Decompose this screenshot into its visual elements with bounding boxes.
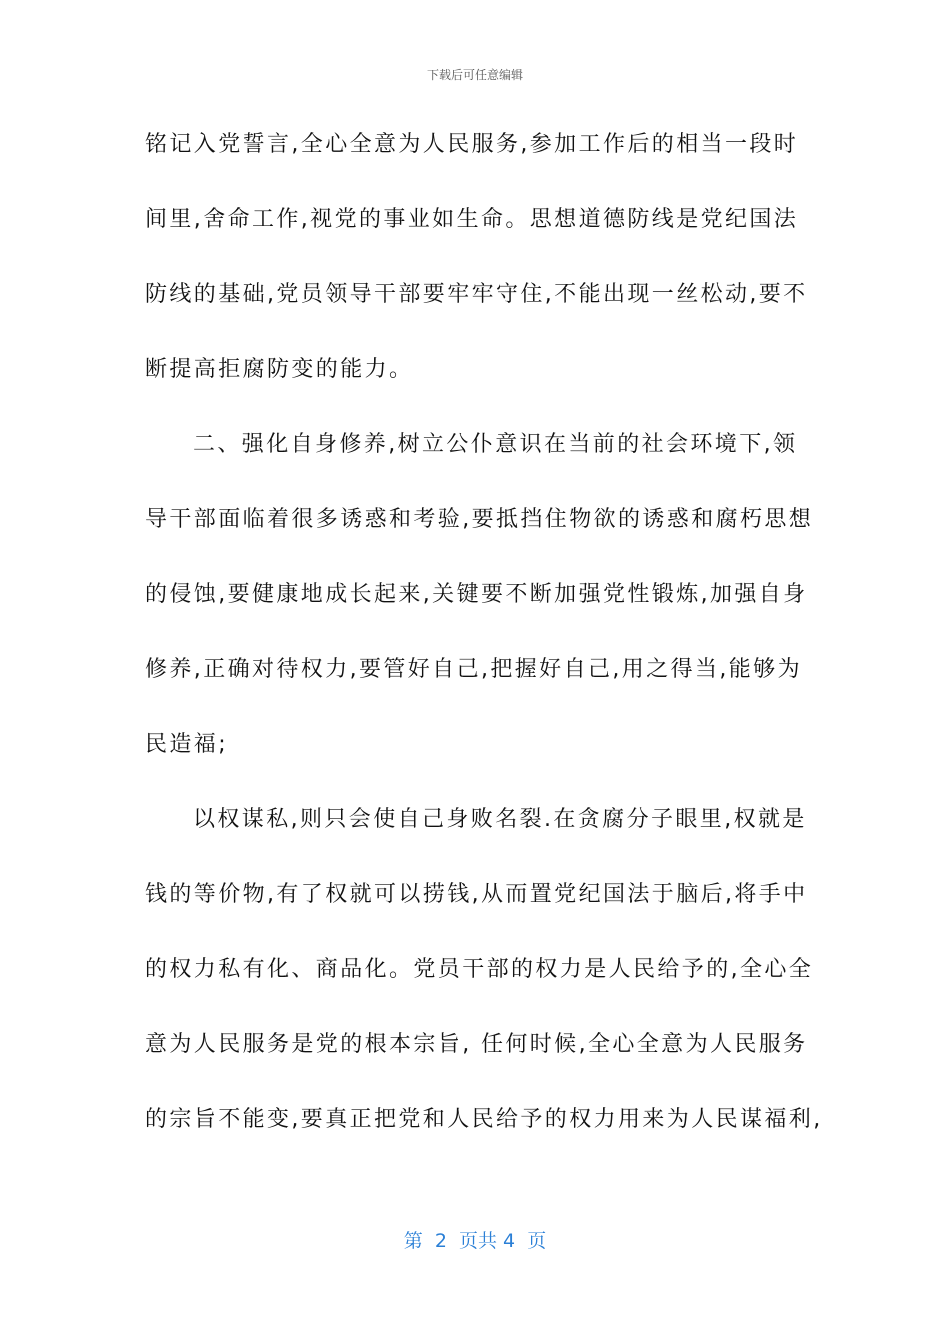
body-line: 民造福; [145, 732, 229, 757]
body-line: 的宗旨不能变,要真正把党和人民给予的权力用来为人民谋福利, [145, 1107, 823, 1132]
body-line: 修养,正确对待权力,要管好自己,把握好自己,用之得当,能够为 [145, 657, 802, 682]
body-line: 的权力私有化、商品化。党员干部的权力是人民给予的,全心全 [145, 957, 814, 982]
page-header: 下载后可任意编辑 [426, 68, 523, 82]
body-line: 防线的基础,党员领导干部要牢牢守住,不能出现一丝松动,要不 [145, 282, 808, 307]
body-line: 导干部面临着很多诱惑和考验,要抵挡住物欲的诱惑和腐朽思想 [145, 507, 814, 532]
page-number-footer: 第 2 页共 4 页 [403, 1230, 547, 1252]
body-line: 的侵蚀,要健康地成长起来,关键要不断加强党性锻炼,加强自身 [145, 582, 808, 607]
body-line: 铭记入党誓言,全心全意为人民服务,参加工作后的相当一段时 [145, 132, 799, 157]
paragraph-heading-line: 二、强化自身修养,树立公仆意识在当前的社会环境下,领 [193, 432, 798, 457]
paragraph-start-line: 以权谋私,则只会使自己身败名裂.在贪腐分子眼里,权就是 [193, 807, 807, 832]
body-line: 意为人民服务是党的根本宗旨, 任何时候,全心全意为人民服务 [145, 1032, 808, 1057]
body-line: 断提高拒腐防变的能力。 [145, 357, 414, 382]
body-line: 钱的等价物,有了权就可以捞钱,从而置党纪国法于脑后,将手中 [145, 882, 808, 907]
body-line: 间里,舍命工作,视党的事业如生命。思想道德防线是党纪国法 [145, 207, 799, 232]
